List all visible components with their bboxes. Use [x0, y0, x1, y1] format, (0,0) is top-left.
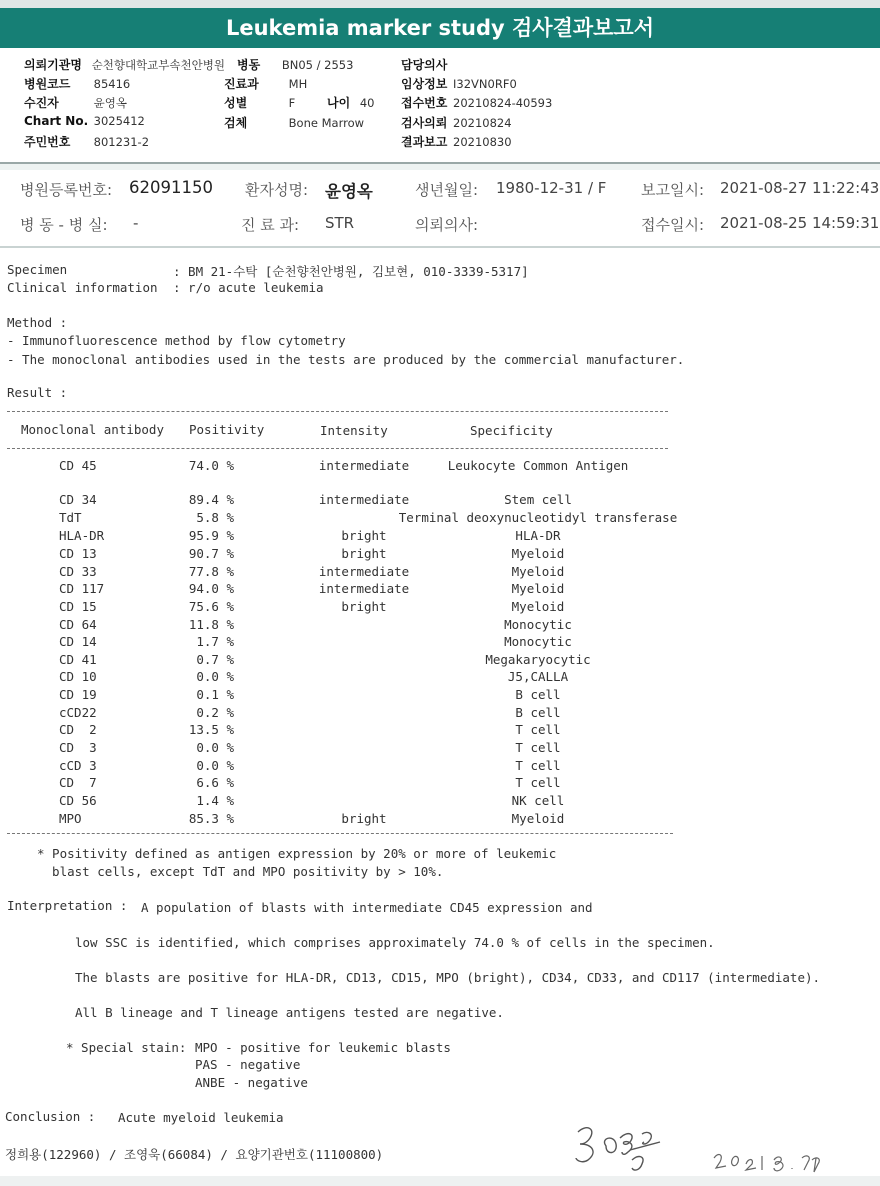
result-antibody: CD 19 — [59, 687, 97, 702]
info-value: 20210824-40593 — [453, 96, 553, 110]
result-antibody: cCD 3 — [59, 758, 97, 773]
result-specificity: Monocytic — [504, 617, 572, 632]
result-intensity: bright — [341, 811, 387, 826]
info-value: 801231-2 — [93, 135, 150, 149]
ward-value: - — [133, 214, 139, 232]
info-row-clinical — [401, 75, 517, 92]
divider — [0, 246, 880, 248]
info-label: 병원코드 — [24, 77, 71, 91]
result-positivity: 11.8 % — [188, 617, 234, 632]
patient-name-value: 윤영옥 — [325, 182, 373, 201]
result-heading: Result : — [7, 385, 68, 400]
info-label: 성별 — [224, 96, 248, 110]
result-specificity: Myeloid — [511, 811, 565, 826]
result-specificity: HLA-DR — [515, 528, 561, 543]
info-value: MH — [288, 77, 308, 91]
conclusion-value: Acute myeloid leukemia — [118, 1110, 284, 1125]
info-row-sex — [224, 94, 295, 111]
result-antibody: CD 13 — [59, 546, 97, 561]
result-specificity: NK cell — [511, 793, 565, 808]
interpretation-line: All B lineage and T lineage antigens tested are negative. — [75, 1005, 504, 1020]
result-antibody: MPO — [59, 811, 82, 826]
result-positivity: 1.4 % — [196, 793, 234, 808]
info-row-patient — [24, 94, 127, 111]
info-row-receipt-no — [401, 94, 552, 111]
result-specificity: T cell — [515, 722, 561, 737]
result-antibody: CD 7 — [59, 775, 97, 790]
received-time-value: 2021-08-25 14:59:31 — [720, 214, 880, 232]
info-label: 접수번호 — [401, 96, 448, 110]
result-positivity: 0.0 % — [196, 669, 234, 684]
result-positivity: 85.3 % — [188, 811, 234, 826]
info-row-dept — [224, 75, 307, 92]
info-row-chart-no — [24, 114, 145, 128]
result-positivity: 6.6 % — [196, 775, 234, 790]
result-positivity: 90.7 % — [188, 546, 234, 561]
result-specificity: Monocytic — [504, 634, 572, 649]
result-antibody: CD 41 — [59, 652, 97, 667]
dashed-rule — [7, 411, 668, 412]
dashed-rule — [7, 448, 668, 449]
signers-line: 정희용(122960) / 조영욱(66084) / 요양기관번호(11100800) — [5, 1147, 384, 1162]
footnote-line: * Positivity defined as antigen expression by 20% or more of leukemic — [37, 846, 557, 861]
dob-label: 생년월일: — [415, 181, 479, 199]
info-label: 주민번호 — [24, 135, 71, 149]
info-value: 40 — [359, 96, 375, 110]
result-antibody: CD 3 — [59, 740, 97, 755]
result-specificity: T cell — [515, 775, 561, 790]
result-antibody: CD 56 — [59, 793, 97, 808]
info-label: 진료과 — [224, 77, 259, 91]
result-specificity: Myeloid — [511, 546, 565, 561]
info-label: Chart No. — [24, 114, 89, 128]
patient-band — [0, 170, 880, 246]
info-label: 의뢰기관명 — [24, 58, 82, 72]
col-header-specificity: Specificity — [470, 423, 553, 438]
dashed-rule — [7, 833, 673, 834]
result-positivity: 94.0 % — [188, 581, 234, 596]
bottom-edge — [0, 1176, 880, 1186]
dept-label: 진 료 과: — [241, 216, 300, 234]
result-antibody: CD 14 — [59, 634, 97, 649]
info-value: 85416 — [93, 77, 131, 91]
result-intensity: bright — [341, 546, 387, 561]
result-specificity: Terminal deoxynucleotidyl transferase — [398, 510, 678, 525]
result-antibody: CD 34 — [59, 492, 97, 507]
clinical-info-value: : r/o acute leukemia — [173, 280, 324, 295]
result-antibody: CD 33 — [59, 564, 97, 579]
result-positivity: 0.2 % — [196, 705, 234, 720]
result-positivity: 0.0 % — [196, 758, 234, 773]
footnote-line: blast cells, except TdT and MPO positivity by > 10%. — [37, 864, 444, 879]
method-heading: Method : — [7, 315, 68, 330]
dob-value: 1980-12-31 / F — [496, 179, 607, 197]
col-header-antibody: Monoclonal antibody — [21, 422, 164, 437]
result-specificity: J5,CALLA — [507, 669, 569, 684]
info-label: 담당의사 — [401, 58, 448, 72]
method-line: - The monoclonal antibodies used in the tests are produced by the commercial manufacturer. — [7, 352, 685, 367]
reg-no-value: 62091150 — [129, 178, 213, 197]
result-specificity: T cell — [515, 758, 561, 773]
info-value: 20210830 — [453, 135, 512, 149]
info-label: 검체 — [224, 116, 248, 130]
result-positivity: 95.9 % — [188, 528, 234, 543]
handwritten-date — [712, 1148, 827, 1178]
header-info — [0, 48, 880, 162]
result-antibody: CD 64 — [59, 617, 97, 632]
result-intensity: intermediate — [318, 564, 410, 579]
info-label: 임상정보 — [401, 77, 448, 91]
info-row-specimen — [224, 114, 364, 131]
result-specificity: Leukocyte Common Antigen — [447, 458, 629, 473]
result-positivity: 5.8 % — [196, 510, 234, 525]
specimen-label: Specimen — [7, 262, 68, 277]
result-intensity: bright — [341, 528, 387, 543]
info-row-age — [327, 94, 374, 111]
received-time-label: 접수일시: — [641, 216, 705, 234]
info-value: 20210824 — [453, 116, 512, 130]
info-row-institution — [24, 56, 225, 73]
result-specificity: Megakaryocytic — [485, 652, 591, 667]
result-specificity: B cell — [515, 687, 561, 702]
result-specificity: Myeloid — [511, 599, 565, 614]
special-stain-line: MPO - positive for leukemic blasts — [195, 1040, 451, 1055]
clinical-info-label: Clinical information — [7, 280, 158, 295]
patient-name-label: 환자성명: — [245, 181, 309, 199]
result-specificity: Myeloid — [511, 581, 565, 596]
info-row-physician — [401, 56, 447, 73]
result-positivity: 74.0 % — [188, 458, 234, 473]
result-positivity: 75.6 % — [188, 599, 234, 614]
result-specificity: B cell — [515, 705, 561, 720]
info-label: 병동 — [237, 58, 261, 72]
info-value: F — [288, 96, 296, 110]
result-specificity: Myeloid — [511, 564, 565, 579]
interpretation-line: A population of blasts with intermediate CD45 expression and — [141, 900, 593, 915]
info-label: 수진자 — [24, 96, 59, 110]
method-line: - Immunofluorescence method by flow cytometry — [7, 333, 346, 348]
result-positivity: 1.7 % — [196, 634, 234, 649]
result-antibody: TdT — [59, 510, 82, 525]
info-value: BN05 / 2553 — [281, 58, 354, 72]
info-row-ward — [237, 56, 353, 73]
special-stain-label: * Special stain: — [66, 1040, 187, 1055]
info-label: 나이 — [327, 96, 351, 110]
result-intensity: intermediate — [318, 458, 410, 473]
result-positivity: 0.7 % — [196, 652, 234, 667]
result-positivity: 77.8 % — [188, 564, 234, 579]
result-antibody: CD 117 — [59, 581, 105, 596]
dept-value: STR — [325, 214, 355, 232]
col-header-intensity: Intensity — [320, 423, 388, 438]
result-antibody: HLA-DR — [59, 528, 105, 543]
result-antibody: CD 2 — [59, 722, 97, 737]
info-value: 순천향대학교부속천안병원 — [91, 58, 225, 72]
report-time-label: 보고일시: — [641, 181, 705, 199]
result-positivity: 89.4 % — [188, 492, 234, 507]
doctor-label: 의뢰의사: — [415, 216, 479, 234]
result-antibody: CD 10 — [59, 669, 97, 684]
conclusion-label: Conclusion : — [5, 1109, 96, 1124]
specimen-value: : BM 21-수탁 [순천향천안병원, 김보현, 010-3339-5317] — [173, 264, 529, 279]
result-intensity: intermediate — [318, 581, 410, 596]
info-value: 3025412 — [93, 114, 145, 128]
ward-label: 병 동 - 병 실: — [20, 216, 108, 234]
handwritten-signature — [570, 1120, 680, 1178]
special-stain-line: ANBE - negative — [195, 1075, 308, 1090]
info-label: 결과보고 — [401, 135, 448, 149]
reg-no-label: 병원등록번호: — [20, 181, 112, 199]
result-intensity: intermediate — [318, 492, 410, 507]
result-antibody: cCD22 — [59, 705, 97, 720]
report-title: Leukemia marker study 검사결과보고서 — [0, 8, 880, 48]
result-specificity: T cell — [515, 740, 561, 755]
result-specificity: Stem cell — [504, 492, 572, 507]
info-row-hospital-code — [24, 75, 130, 92]
col-header-positivity: Positivity — [189, 422, 265, 437]
result-intensity: bright — [341, 599, 387, 614]
info-value: 윤영옥 — [93, 96, 127, 110]
report-time-value: 2021-08-27 11:22:43 — [720, 179, 880, 197]
info-label: 검사의뢰 — [401, 116, 448, 130]
info-value: I32VN0RF0 — [453, 77, 517, 91]
info-row-resident-no — [24, 133, 149, 150]
result-antibody: CD 15 — [59, 599, 97, 614]
info-row-report-date — [401, 133, 512, 150]
interpretation-line: low SSC is identified, which comprises approximately 74.0 % of cells in the specimen. — [75, 935, 715, 950]
interpretation-label: Interpretation : — [7, 898, 128, 913]
result-antibody: CD 45 — [59, 458, 97, 473]
result-positivity: 0.1 % — [196, 687, 234, 702]
info-row-request-date — [401, 114, 512, 131]
result-positivity: 13.5 % — [188, 722, 234, 737]
interpretation-line: The blasts are positive for HLA-DR, CD13, CD15, MPO (bright), CD34, CD33, and CD117 (intermediate). — [75, 970, 821, 985]
info-value: Bone Marrow — [288, 116, 365, 130]
result-positivity: 0.0 % — [196, 740, 234, 755]
special-stain-line: PAS - negative — [195, 1057, 301, 1072]
